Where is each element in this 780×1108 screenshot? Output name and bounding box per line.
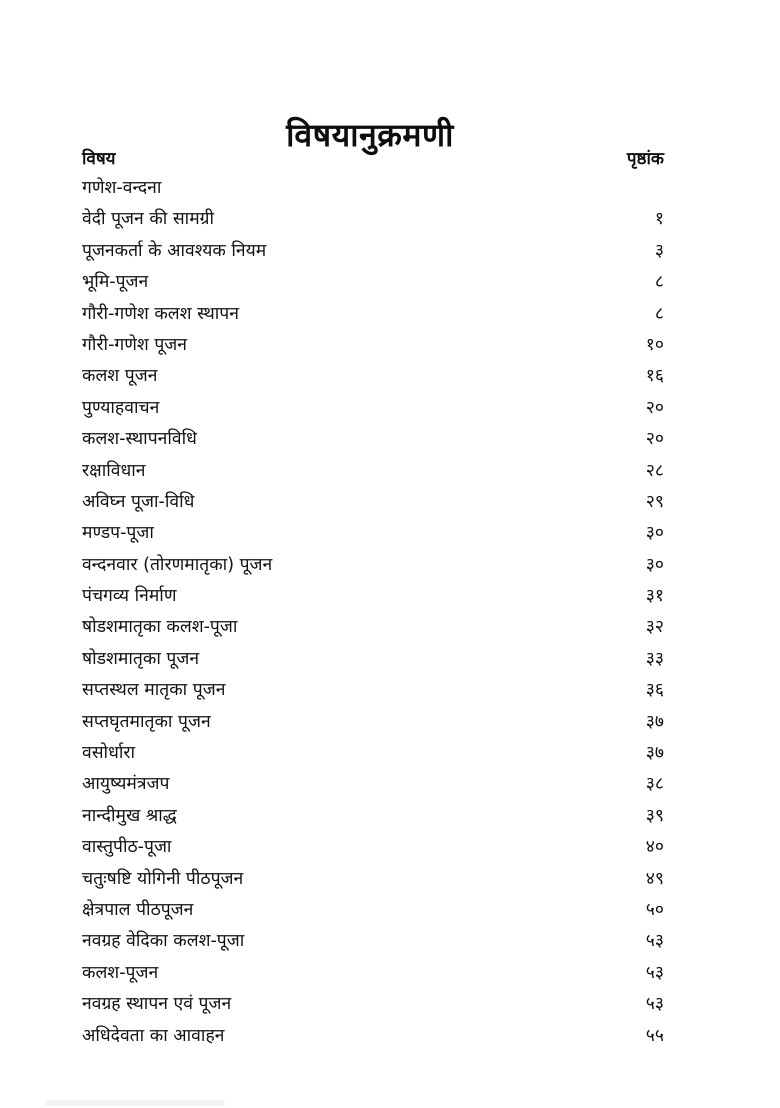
toc-entry-title: वन्दनवार (तोरणमातृका) पूजन [82, 554, 273, 575]
toc-row [82, 364, 664, 395]
toc-entry-page: ३७ [645, 743, 664, 764]
toc-entry-title: अविघ्न पूजा-विधि [82, 491, 195, 512]
toc-row [82, 396, 664, 427]
toc-entry-title: गौरी-गणेश कलश स्थापन [82, 303, 239, 324]
column-header-row [82, 146, 664, 172]
toc-entry-title: नान्दीमुख श्राद्ध [82, 805, 177, 826]
toc-entry-title: भूमि-पूजन [82, 272, 149, 293]
toc-entry-title: गणेश-वन्दना [82, 178, 162, 198]
toc-entry-page: २० [645, 429, 664, 450]
toc-row [82, 239, 664, 270]
toc-entry-title: कलश-पूजन [82, 962, 159, 983]
toc-entry-page: ५३ [645, 994, 664, 1015]
toc-row [82, 615, 664, 646]
toc-row [82, 992, 664, 1023]
toc-row [82, 710, 664, 741]
toc-entry-page: ३१ [645, 586, 664, 607]
toc-entry-page: ३८ [645, 774, 664, 795]
toc-entry-title: पंचगव्य निर्माण [82, 586, 177, 607]
toc-entry-title: अधिदेवता का आवाहन [82, 1025, 225, 1046]
toc-entry-page: १ [654, 209, 664, 230]
toc-row [82, 333, 664, 364]
toc-entry-page: ३७ [645, 711, 664, 732]
toc-entry-page: ५३ [645, 962, 664, 983]
toc-row [82, 521, 664, 552]
toc-row [82, 270, 664, 301]
toc-entry-title: रक्षाविधान [82, 460, 146, 481]
toc-entry-page: ३३ [645, 648, 664, 669]
toc-entry-title: आयुष्यमंत्रजप [82, 774, 170, 795]
toc-entry-page: २९ [645, 491, 664, 512]
toc-row [82, 961, 664, 992]
toc-entry-title: गौरी-गणेश पूजन [82, 334, 187, 355]
toc-entry-title: सप्तस्थल मातृका पूजन [82, 680, 226, 701]
column-header-page: पृष्ठांक [626, 149, 664, 169]
toc-row [82, 1024, 664, 1055]
toc-entry-page: २८ [645, 460, 664, 481]
toc-row [82, 898, 664, 929]
toc-entry-page: ४९ [645, 868, 664, 889]
toc-entry-page: १६ [645, 366, 664, 387]
toc-row [82, 929, 664, 960]
toc-row [82, 835, 664, 866]
toc-entry-page: १० [645, 334, 664, 355]
toc-row [82, 302, 664, 333]
toc-row [82, 867, 664, 898]
toc-row [82, 804, 664, 835]
toc-entry-title: वास्तुपीठ-पूजा [82, 837, 172, 858]
toc-entry-title: पुण्याहवाचन [82, 397, 160, 418]
toc-row [82, 176, 664, 207]
toc-entry-page: २० [645, 397, 664, 418]
toc-entry-title: कलश-स्थापनविधि [82, 429, 197, 450]
toc-entry-title: वेदी पूजन की सामग्री [82, 209, 215, 230]
toc-entry-page: ८ [654, 272, 664, 293]
toc-entry-title: नवग्रह वेदिका कलश-पूजा [82, 931, 245, 952]
toc-entry-title: चतुःषष्टि योगिनी पीठपूजन [82, 868, 244, 889]
column-header-subject: विषय [82, 149, 116, 169]
toc-entry-title: पूजनकर्ता के आवश्यक नियम [82, 240, 267, 261]
toc-entry-page: ३९ [645, 805, 664, 826]
toc-row [82, 741, 664, 772]
toc-row [82, 207, 664, 238]
toc-entry-title: मण्डप-पूजा [82, 523, 154, 544]
toc-entry-title: षोडशमातृका कलश-पूजा [82, 617, 238, 638]
toc-entry-title: षोडशमातृका पूजन [82, 648, 200, 669]
toc-entry-page: ५५ [645, 1025, 664, 1046]
toc-entry-title: वसोर्धारा [82, 743, 136, 764]
toc-entry-page: ३६ [645, 680, 664, 701]
toc-row [82, 678, 664, 709]
toc-row [82, 647, 664, 678]
table-of-contents [82, 176, 664, 1055]
scan-artifact [45, 1100, 225, 1106]
toc-entry-page: ३० [645, 554, 664, 575]
toc-entry-title: सप्तघृतमातृका पूजन [82, 711, 211, 732]
toc-entry-page: ४० [645, 837, 664, 858]
toc-row [82, 584, 664, 615]
toc-entry-title: नवग्रह स्थापन एवं पूजन [82, 994, 232, 1015]
toc-row [82, 459, 664, 490]
toc-row [82, 553, 664, 584]
toc-entry-title: क्षेत्रपाल पीठपूजन [82, 899, 194, 920]
toc-entry-page: ५० [645, 899, 664, 920]
toc-entry-page: ३२ [645, 617, 664, 638]
toc-row [82, 772, 664, 803]
toc-row [82, 490, 664, 521]
toc-entry-page: ८ [654, 303, 664, 324]
toc-entry-page: ३० [645, 523, 664, 544]
toc-entry-title: कलश पूजन [82, 366, 158, 387]
toc-row [82, 427, 664, 458]
page-title: विषयानुक्रमणी [286, 116, 454, 155]
toc-entry-page: ३ [654, 240, 664, 261]
toc-entry-page: ५३ [645, 931, 664, 952]
